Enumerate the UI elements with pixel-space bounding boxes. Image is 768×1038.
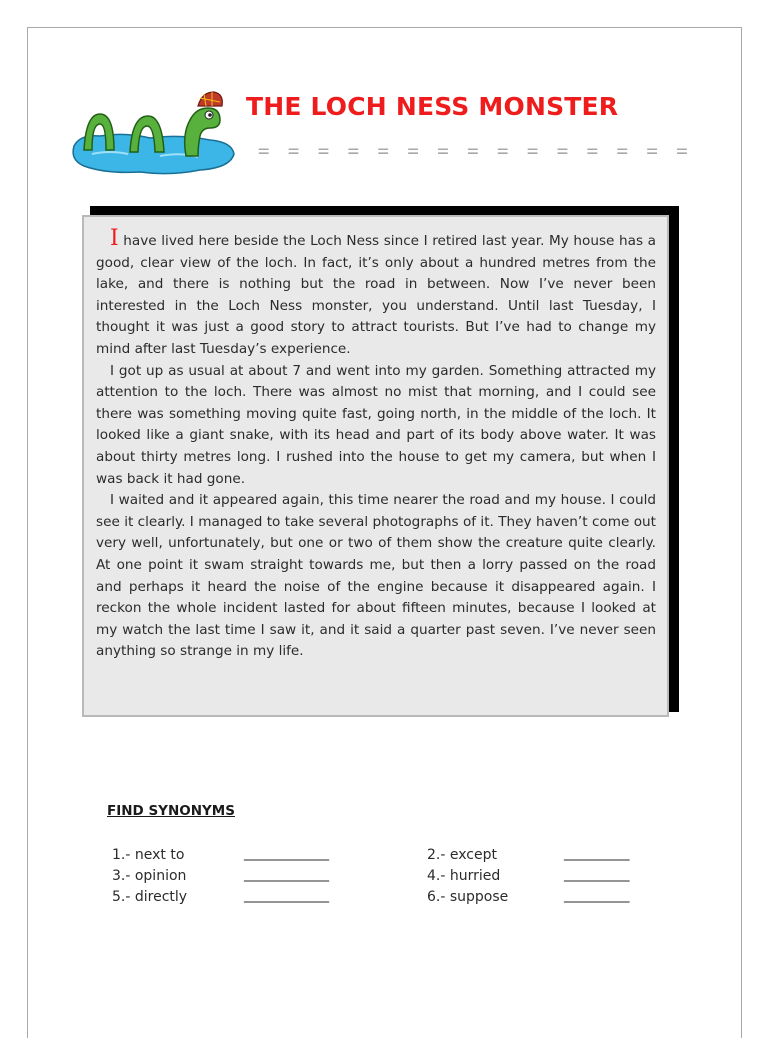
story-paragraph-2: I got up as usual at about 7 and went into my garden. Something attracted my attention to the loch. There was almost no mist that morning, and I could see there was something moving quite fast, going north, in the middle of the loch. It looked like a giant snake, with its head and part of its body above water. It was about thirty metres long. I rushed into the house to get my camera, but when I was back it had gone. bbox=[96, 362, 656, 487]
synonym-item-1: 1.- next to bbox=[112, 847, 185, 863]
answer-blank-6[interactable]: __________ bbox=[564, 887, 629, 903]
answer-blank-4[interactable]: __________ bbox=[564, 866, 629, 882]
synonym-item-2: 2.- except bbox=[427, 847, 497, 863]
answer-blank-2[interactable]: __________ bbox=[564, 845, 629, 861]
drop-cap: I bbox=[110, 226, 119, 251]
synonym-item-3: 3.- opinion bbox=[112, 868, 187, 884]
synonym-item-4: 4.- hurried bbox=[427, 868, 501, 884]
title-underline-dashes: = = = = = = = = = = = = = = = bbox=[258, 140, 692, 162]
story-paragraph-1-text: have lived here beside the Loch Ness since I retired last year. My house has a good, clear view of the loch. In fact, it’s only about a hundred metres from the lake, and there is nothing but the road in between. Now I’ve never been interested in the Loch Ness monster, you understand. Until last Tuesday, I thought it was just a good story to attract tourists. But I’ve had to change my mind after last Tuesday’s experience. bbox=[96, 233, 656, 357]
story-paragraph-1 bbox=[96, 226, 656, 361]
answer-blank-5[interactable]: _____________ bbox=[244, 887, 329, 903]
answer-blank-1[interactable]: _____________ bbox=[244, 845, 329, 861]
answer-blank-3[interactable]: _____________ bbox=[244, 866, 329, 882]
synonym-item-5: 5.- directly bbox=[112, 889, 188, 905]
synonyms-heading: FIND SYNONYMS bbox=[107, 803, 235, 819]
page-title: THE LOCH NESS MONSTER bbox=[246, 92, 619, 121]
loch-ness-monster-icon bbox=[70, 84, 238, 184]
synonym-item-6: 6.- suppose bbox=[427, 889, 509, 905]
story-textbox bbox=[82, 215, 669, 717]
story-paragraph-3: I waited and it appeared again, this time nearer the road and my house. I could see it clearly. I managed to take several photographs of it. They haven’t come out very well, unfortunately, but one or two of them show the creature quite clearly. At one point it swam straight towards me, but then a lorry passed on the road and perhaps it heard the noise of the engine because it disappeared again. I reckon the whole incident lasted for about fifteen minutes, because I looked at my watch the last time I saw it, and it said a quarter past seven. I’ve never seen anything so strange in my life. bbox=[96, 492, 656, 660]
